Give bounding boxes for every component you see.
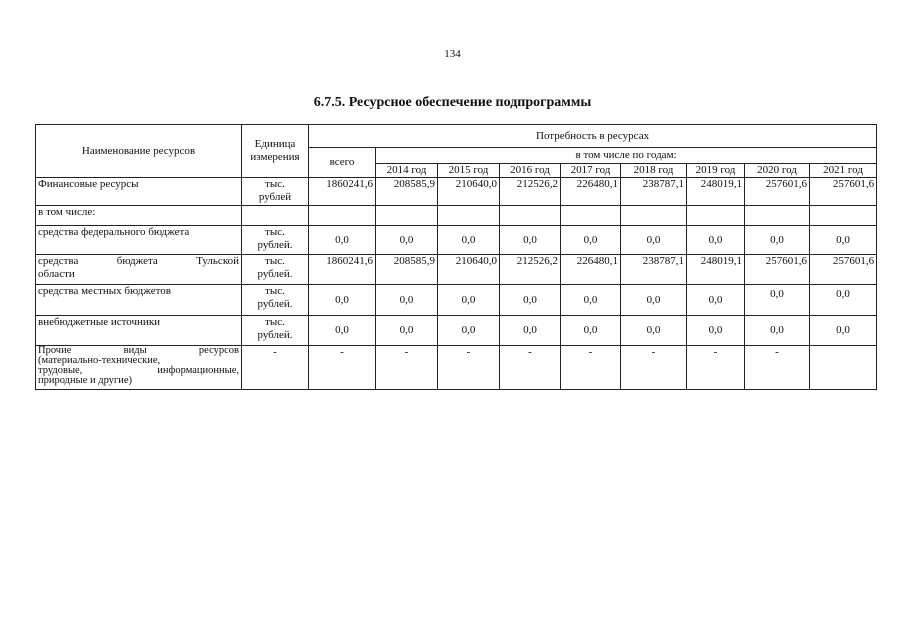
row-year-value: 0,0 — [500, 226, 561, 255]
header-row-1 — [36, 125, 877, 148]
row-year-value: 257601,6 — [745, 255, 810, 285]
row-name: внебюджетные источники — [36, 316, 242, 346]
row-year-value: 238787,1 — [621, 178, 687, 206]
row-year-value: 0,0 — [810, 316, 877, 346]
row-year-value: - — [745, 346, 810, 390]
empty-cell — [376, 206, 438, 226]
row-year-value: - — [376, 346, 438, 390]
empty-cell — [500, 206, 561, 226]
row-name: Финансовые ресурсы — [36, 178, 242, 206]
row-year-value: 0,0 — [745, 226, 810, 255]
header-unit: Единица измерения — [242, 125, 309, 178]
header-year: 2020 год — [745, 164, 810, 178]
row-name-line: трудовые, информационные, — [38, 365, 239, 376]
empty-cell — [745, 206, 810, 226]
unit-line: тыс. — [265, 316, 285, 328]
row-year-value: 0,0 — [500, 316, 561, 346]
unit-line: рублей — [258, 191, 292, 203]
row-year-value: 0,0 — [687, 285, 745, 316]
row-year-value: 238787,1 — [621, 255, 687, 285]
table-row — [36, 178, 877, 206]
row-year-value: 0,0 — [621, 285, 687, 316]
row-year-value: 257601,6 — [810, 255, 877, 285]
resources-table — [35, 124, 877, 390]
row-year-value: - — [500, 346, 561, 390]
empty-cell — [621, 206, 687, 226]
empty-cell — [810, 206, 877, 226]
row-unit — [242, 285, 309, 316]
row-name: в том числе: — [36, 206, 242, 226]
row-year-value: 0,0 — [687, 316, 745, 346]
empty-cell — [561, 206, 621, 226]
row-unit — [242, 255, 309, 285]
row-total: 1860241,6 — [309, 255, 376, 285]
row-name: средства федерального бюджета — [36, 226, 242, 255]
empty-cell — [309, 206, 376, 226]
row-year-value: 0,0 — [810, 226, 877, 255]
header-year: 2018 год — [621, 164, 687, 178]
row-total: 0,0 — [309, 226, 376, 255]
row-year-value: 257601,6 — [810, 178, 877, 206]
row-name — [36, 346, 242, 390]
row-year-value: 0,0 — [438, 285, 500, 316]
row-year-value: 257601,6 — [745, 178, 810, 206]
row-year-value: 248019,1 — [687, 255, 745, 285]
table-row — [36, 226, 877, 255]
header-year: 2016 год — [500, 164, 561, 178]
row-year-value: 0,0 — [438, 316, 500, 346]
row-year-value: 0,0 — [621, 226, 687, 255]
row-name-line: Прочие виды ресурсов — [38, 345, 239, 356]
row-year-value: 0,0 — [687, 226, 745, 255]
row-year-value: 0,0 — [438, 226, 500, 255]
row-total: 1860241,6 — [309, 178, 376, 206]
row-year-value: 0,0 — [376, 285, 438, 316]
row-year-value: 0,0 — [376, 316, 438, 346]
row-year-value: - — [438, 346, 500, 390]
row-year-value: 210640,0 — [438, 178, 500, 206]
empty-cell — [687, 206, 745, 226]
header-year: 2014 год — [376, 164, 438, 178]
unit-line: тыс. — [265, 255, 285, 267]
header-year: 2017 год — [561, 164, 621, 178]
row-total: 0,0 — [309, 285, 376, 316]
row-year-value: 248019,1 — [687, 178, 745, 206]
row-name-line: области — [38, 268, 75, 280]
row-name-line: природные и другие) — [38, 375, 133, 386]
row-year-value: - — [621, 346, 687, 390]
unit-line: рублей. — [257, 239, 293, 251]
row-name — [36, 255, 242, 285]
table-row — [36, 346, 877, 390]
empty-cell — [242, 206, 309, 226]
row-year-value: 0,0 — [745, 285, 810, 316]
row-year-value: 212526,2 — [500, 178, 561, 206]
header-year: 2015 год — [438, 164, 500, 178]
row-year-value: 0,0 — [561, 285, 621, 316]
row-total: - — [309, 346, 376, 390]
page-number: 134 — [444, 48, 461, 60]
unit-line: рублей. — [257, 298, 293, 310]
row-name-line: (материально-технические, — [38, 355, 161, 366]
header-year: 2019 год — [687, 164, 745, 178]
row-year-value: 0,0 — [500, 285, 561, 316]
empty-cell — [438, 206, 500, 226]
header-year: 2021 год — [810, 164, 877, 178]
table-row — [36, 206, 877, 226]
row-year-value: 226480,1 — [561, 255, 621, 285]
row-unit: - — [242, 346, 309, 390]
section-title: 6.7.5. Ресурсное обеспечение подпрограммы — [313, 95, 592, 110]
row-year-value: - — [687, 346, 745, 390]
row-unit — [242, 178, 309, 206]
unit-line: тыс. — [265, 226, 285, 238]
row-year-value: 208585,9 — [376, 255, 438, 285]
header-resource-name: Наименование ресурсов — [36, 125, 242, 178]
table-row — [36, 255, 877, 285]
row-unit — [242, 226, 309, 255]
row-year-value: 0,0 — [376, 226, 438, 255]
row-total: 0,0 — [309, 316, 376, 346]
row-year-value: 210640,0 — [438, 255, 500, 285]
row-unit — [242, 316, 309, 346]
row-year-value: 0,0 — [745, 316, 810, 346]
header-by-years: в том числе по годам: — [376, 148, 877, 164]
table-row — [36, 285, 877, 316]
row-year-value — [810, 346, 877, 390]
unit-line: рублей. — [257, 268, 293, 280]
row-year-value: 0,0 — [621, 316, 687, 346]
header-total: всего — [309, 148, 376, 178]
row-name: средства местных бюджетов — [36, 285, 242, 316]
row-year-value: 0,0 — [810, 285, 877, 316]
header-needs: Потребность в ресурсах — [309, 125, 877, 148]
row-name-line: средства бюджета Тульской — [38, 255, 239, 267]
row-year-value: 0,0 — [561, 226, 621, 255]
row-year-value: 208585,9 — [376, 178, 438, 206]
unit-line: тыс. — [265, 178, 285, 190]
unit-line: рублей. — [257, 329, 293, 341]
row-year-value: - — [561, 346, 621, 390]
table-row — [36, 316, 877, 346]
unit-line: тыс. — [265, 285, 285, 297]
row-year-value: 212526,2 — [500, 255, 561, 285]
row-year-value: 0,0 — [561, 316, 621, 346]
row-year-value: 226480,1 — [561, 178, 621, 206]
